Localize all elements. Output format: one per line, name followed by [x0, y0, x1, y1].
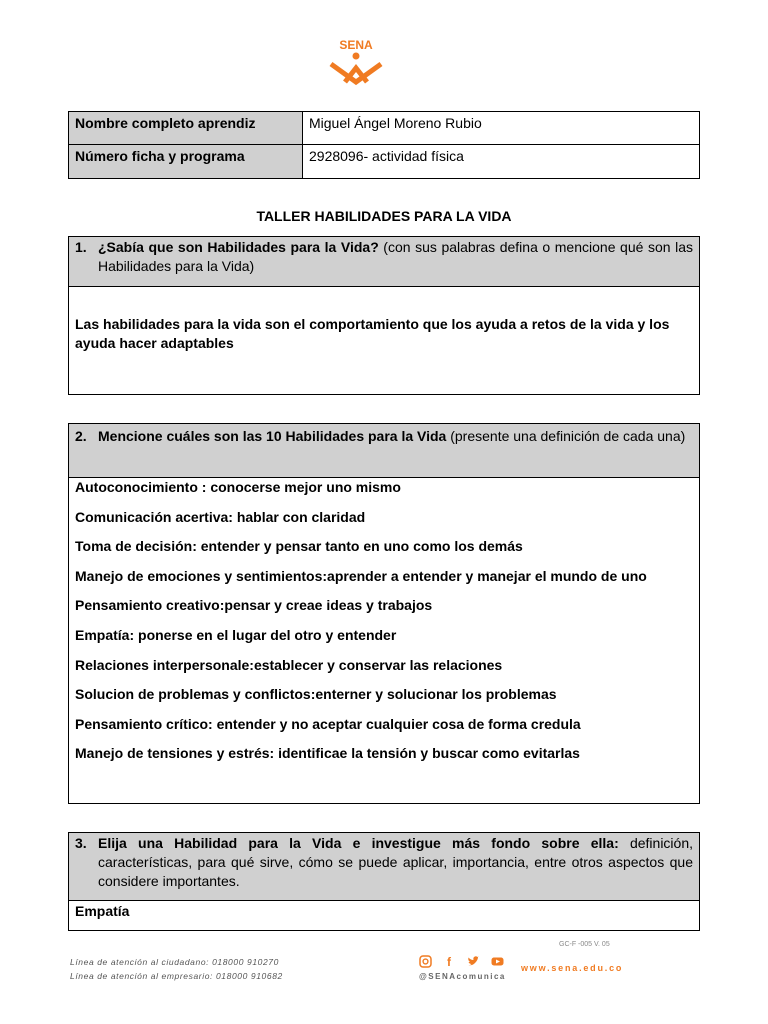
info-row-ficha — [69, 145, 699, 178]
skill-item: Relaciones interpersonale:establecer y conservar las relaciones — [75, 656, 503, 673]
form-code: GC-F -005 V. 05 — [559, 941, 610, 948]
skill-item: Empatía: ponerse en el lugar del otro y entender — [75, 626, 397, 643]
ficha-label: Número ficha y programa — [69, 145, 303, 178]
name-label: Nombre completo aprendiz — [69, 112, 303, 144]
website-link[interactable]: www.sena.edu.co — [521, 963, 624, 973]
question-2-text — [75, 427, 693, 446]
skill-item: Solucion de problemas y conflictos:enterner y solucionar los problemas — [75, 686, 557, 703]
twitter-icon[interactable] — [466, 955, 480, 969]
name-value: Miguel Ángel Moreno Rubio — [309, 115, 482, 131]
info-table — [68, 111, 700, 179]
answer-2-list — [69, 478, 699, 774]
question-3-box — [68, 832, 700, 931]
facebook-icon[interactable]: f — [447, 955, 451, 969]
document-title: TALLER HABILIDADES PARA LA VIDA — [256, 208, 512, 224]
question-2-header — [69, 424, 699, 478]
citizen-line: Línea de atención al ciudadano: 018000 910270 — [70, 957, 279, 967]
youtube-icon[interactable] — [490, 955, 504, 969]
question-3-text — [75, 834, 693, 891]
skill-item: Pensamiento crítico: entender y no aceptar cualquier cosa de forma credula — [75, 715, 581, 732]
skill-item: Toma de decisión: entender y pensar tanto en uno como los demás — [75, 538, 523, 555]
question-1-header — [69, 237, 699, 287]
answer-3: Empatía — [75, 903, 130, 919]
question-2-bold: Mencione cuáles son las 10 Habilidades para la Vida — [98, 428, 447, 444]
instagram-icon[interactable] — [418, 955, 432, 969]
svg-text:SENA: SENA — [339, 38, 373, 52]
skill-item: Autoconocimiento : conocerse mejor uno mismo — [75, 479, 401, 495]
ficha-value: 2928096- actividad física — [309, 148, 464, 164]
business-line: Línea de atención al empresario: 018000 910682 — [70, 971, 283, 981]
question-1-number: 1. — [75, 239, 87, 255]
question-3-bold: Elija una Habilidad para la Vida e investigue más fondo sobre ella: — [98, 835, 619, 851]
question-1-box — [68, 236, 700, 395]
question-1-rest: (con sus palabras defina o mencione qué son las Habilidades para la Vida) — [98, 239, 693, 274]
social-icons — [418, 955, 504, 969]
info-row-name — [69, 112, 699, 145]
skill-item: Comunicación acertiva: hablar con claridad — [75, 508, 366, 525]
contact-lines — [70, 955, 283, 983]
question-2-box — [68, 423, 700, 804]
social-handle: @SENAcomunica — [419, 972, 506, 981]
question-1-text — [75, 238, 693, 276]
question-3-rest: definición, características, para qué sirve, cómo se puede aplicar, importancia, entre otros aspectos que considere importantes. — [98, 835, 693, 889]
question-1-bold: ¿Sabía que son Habilidades para la Vida? — [98, 239, 379, 255]
answer-1: Las habilidades para la vida son el comportamiento que los ayuda a retos de la vida y los ayuda hacer adaptables — [75, 316, 670, 351]
skill-item: Manejo de tensiones y estrés: identificae la tensión y buscar como evitarlas — [75, 745, 580, 762]
skill-item: Manejo de emociones y sentimientos:aprender a entender y manejar el mundo de uno — [75, 567, 647, 584]
question-3-number: 3. — [75, 835, 87, 851]
skill-item: Pensamiento creativo:pensar y creae ideas y trabajos — [75, 597, 433, 614]
question-2-rest: (presente una definición de cada una) — [446, 428, 686, 444]
question-3-header — [69, 833, 699, 901]
question-2-number: 2. — [75, 428, 87, 444]
sena-logo — [327, 38, 385, 86]
